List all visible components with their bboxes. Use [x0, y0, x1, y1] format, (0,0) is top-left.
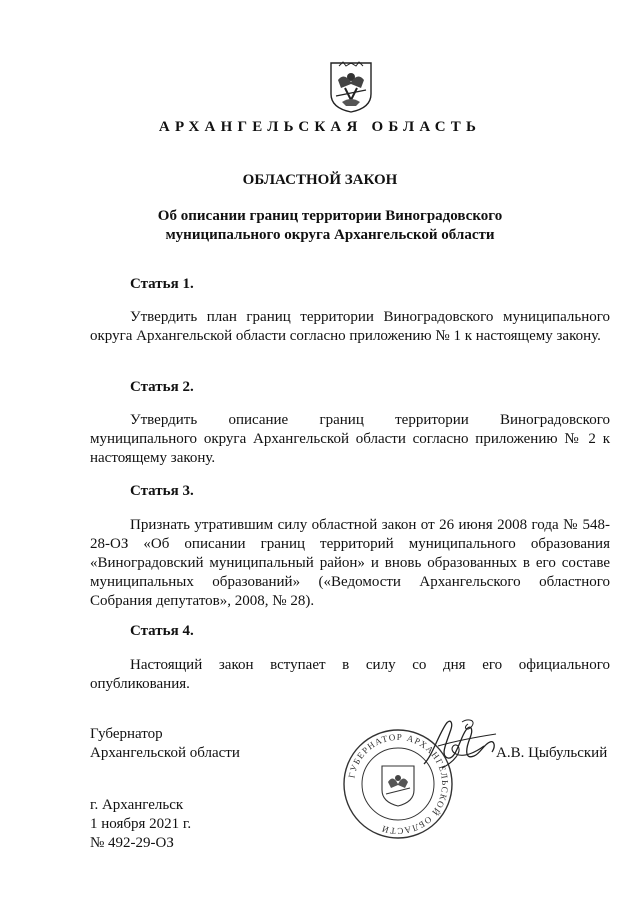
article-4-text: [90, 656, 610, 694]
law-type-heading: ОБЛАСТНОЙ ЗАКОН: [242, 172, 398, 188]
coat-of-arms-emblem: [328, 60, 374, 114]
city: г. Архангельск: [90, 797, 184, 813]
article-1-heading: Статья 1.: [130, 276, 194, 292]
article-3-heading: Статья 3.: [130, 483, 194, 499]
article-2-heading: Статья 2.: [130, 379, 194, 395]
handwritten-signature: [418, 716, 502, 774]
law-title: Об описании границ территории Виноградовского муниципального округа Архангельской области: [157, 208, 503, 243]
region-name: АРХАНГЕЛЬСКАЯ ОБЛАСТЬ: [158, 119, 482, 135]
article-3-text: [90, 516, 610, 611]
signer-position-line1: Губернатор: [90, 726, 163, 742]
signer-name: А.В. Цыбульский: [496, 745, 608, 761]
article-1-body: Утвердить план границ территории Виноградовского муниципального округа Архангельской области согласно приложению № 1 к настоящему закону.: [90, 309, 610, 344]
document-footer: [90, 796, 191, 853]
signer-position: [90, 725, 240, 763]
signer-position-line2: Архангельской области: [90, 745, 240, 761]
date: 1 ноября 2021 г.: [90, 816, 192, 832]
article-3-body: Признать утратившим силу областной закон от 26 июня 2008 года № 548-28-ОЗ «Об описании границ территорий муниципального образования «Виноградовский муниципальный район» и вновь образованных в его составе муниципальных образований» («Ведомости Архангельского областного Собрания депутатов», 2008, № 28).: [90, 517, 610, 609]
article-2-body: Утвердить описание границ территории Виноградовского муниципального округа Архангельской области согласно приложению № 2 к настоящему закону.: [90, 412, 610, 466]
article-1-text: [90, 308, 610, 346]
law-number: № 492-29-ОЗ: [90, 835, 174, 851]
article-4-body: Настоящий закон вступает в силу со дня его официального опубликования.: [90, 657, 610, 692]
article-4-heading: Статья 4.: [130, 623, 194, 639]
article-2-text: [90, 411, 610, 468]
svg-text:ГУБЕРНАТОР АРХАНГЕЛЬСКОЙ ОБЛАС: ГУБЕРНАТОР АРХАНГЕЛЬСКОЙ ОБЛАСТИ: [346, 731, 451, 837]
